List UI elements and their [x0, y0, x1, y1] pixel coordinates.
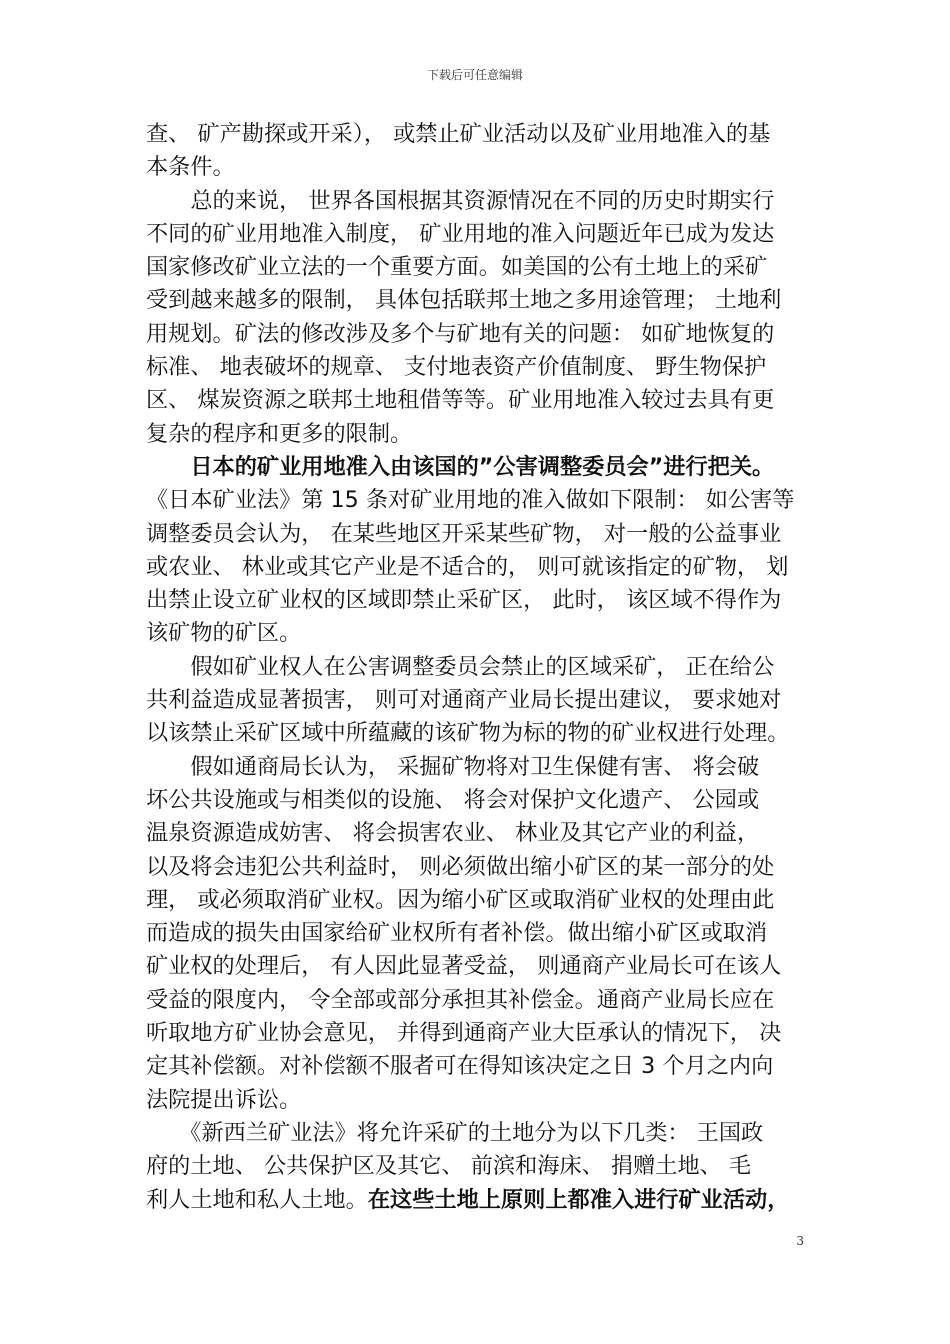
text-line [146, 318, 816, 351]
text-line [146, 717, 816, 750]
text-line-content: 本条件。 [146, 154, 235, 181]
text-line-content: 受到越来越多的限制， 具体包括联邦土地之多用途管理； 土地利 [146, 287, 782, 314]
text-line [146, 784, 816, 817]
text-line [146, 950, 816, 983]
text-line [146, 185, 816, 218]
text-line-content: 查、 矿产勘探或开采）， 或禁止矿业活动以及矿业用地准入的基 [146, 121, 771, 147]
text-line-content: 以该禁止采矿区域中所蕴藏的该矿物为标的物的矿业权进行处理。 [146, 720, 790, 747]
text-line-content: 听取地方矿业协会意见， 并得到通商产业大臣承认的情况下， 决 [146, 1020, 782, 1047]
text-line-content: 假如通商局长认为， 采掘矿物将对卫生保健有害、 将会破 [146, 753, 760, 780]
text-line-content: 《新西兰矿业法》将允许采矿的土地分为以下几类： 王国政 [146, 1119, 764, 1146]
text-line [146, 418, 816, 451]
text-line [146, 518, 816, 551]
text-line [146, 351, 816, 384]
text-line [146, 218, 816, 251]
text-line [146, 1084, 816, 1117]
text-line-content: 标准、 地表破坏的规章、 支付地表资产价值制度、 野生物保护 [146, 354, 767, 381]
text-line [146, 1150, 816, 1183]
text-line-content: 《日本矿业法》第 15 条对矿业用地的准入做如下限制： 如公害等 [146, 487, 795, 514]
text-line-content: 受益的限度内， 令全部或部分承担其补偿金。通商产业局长应在 [146, 986, 775, 1013]
text-line-content: 法院提出诉讼。 [146, 1086, 302, 1113]
text-line [146, 151, 816, 184]
text-line-content: 府的土地、 公共保护区及其它、 前滨和海床、 捐赠土地、 毛 [146, 1153, 752, 1180]
text-line-content: 用规划。矿法的修改涉及多个与矿地有关的问题： 如矿地恢复的 [146, 320, 775, 347]
text-line [146, 817, 816, 850]
text-line-content: 或农业、 林业或其它产业是不适合的， 则可就该指定的矿物， 划 [146, 553, 789, 580]
text-line [146, 917, 816, 950]
bold-text-run: 在这些土地上原则上都准入进行矿业活动， [367, 1186, 790, 1213]
text-line-content: 日本的矿业用地准入由该国的”公害调整委员会”进行把关。 [146, 453, 775, 480]
text-line-content: 理， 或必须取消矿业权。因为缩小矿区或取消矿业权的处理由此 [146, 886, 775, 913]
text-line-content: 国家修改矿业立法的一个重要方面。如美国的公有土地上的采矿 [146, 254, 768, 281]
text-line [146, 1050, 816, 1083]
text-line-content: 坏公共设施或与相类似的设施、 将会对保护文化遗产、 公园或 [146, 786, 760, 813]
text-line [146, 684, 816, 717]
text-line-content: 而造成的损失由国家给矿业权所有者补偿。做出缩小矿区或取消 [146, 920, 768, 947]
text-line [146, 384, 816, 417]
text-line [146, 884, 816, 917]
text-line [146, 584, 816, 617]
text-line [146, 118, 816, 151]
text-line-content: 以及将会违犯公共利益时， 则必须做出缩小矿区的某一部分的处 [146, 853, 775, 880]
text-line-content: 矿业权的处理后， 有人因此显著受益， 则通商产业局长可在该人 [146, 953, 782, 980]
text-line-content: 假如矿业权人在公害调整委员会禁止的区域采矿， 正在给公 [146, 653, 775, 680]
text-line-content: 出禁止设立矿业权的区域即禁止采矿区， 此时， 该区域不得作为 [146, 587, 782, 614]
text-line [146, 551, 816, 584]
text-line [146, 984, 816, 1017]
text-line [146, 1117, 816, 1150]
text-line-content: 利人土地和私人土地。 [146, 1186, 368, 1213]
text-line-content: 不同的矿业用地准入制度， 矿业用地的准入问题近年已成为发达 [146, 220, 775, 247]
text-line-content: 共利益造成显著损害， 则可对通商产业局长提出建议， 要求她对 [146, 687, 782, 714]
text-line [146, 251, 816, 284]
text-line [146, 851, 816, 884]
text-line [146, 1184, 816, 1217]
text-line-content: 总的来说， 世界各国根据其资源情况在不同的历史时期实行 [146, 187, 775, 214]
page-header: 下载后可任意编辑 [426, 68, 523, 82]
text-line [146, 617, 816, 650]
text-line-content: 定其补偿额。对补偿额不服者可在得知该决定之日 3 个月之内向 [146, 1053, 774, 1080]
text-line [146, 1017, 816, 1050]
text-line [146, 751, 816, 784]
text-line-content: 区、 煤炭资源之联邦土地租借等等。矿业用地准入较过去具有更 [146, 387, 775, 414]
text-line-content: 复杂的程序和更多的限制。 [146, 420, 413, 447]
text-line-content: 温泉资源造成妨害、 将会损害农业、 林业及其它产业的利益， [146, 820, 760, 847]
text-line [146, 284, 816, 317]
text-line [146, 651, 816, 684]
text-line [146, 484, 816, 517]
text-line-content: 调整委员会认为， 在某些地区开采某些矿物， 对一般的公益事业 [146, 520, 782, 547]
document-body [146, 118, 816, 1217]
page-number: 3 [796, 1234, 804, 1248]
text-line [146, 451, 816, 484]
text-line-content: 该矿物的矿区。 [146, 620, 302, 647]
